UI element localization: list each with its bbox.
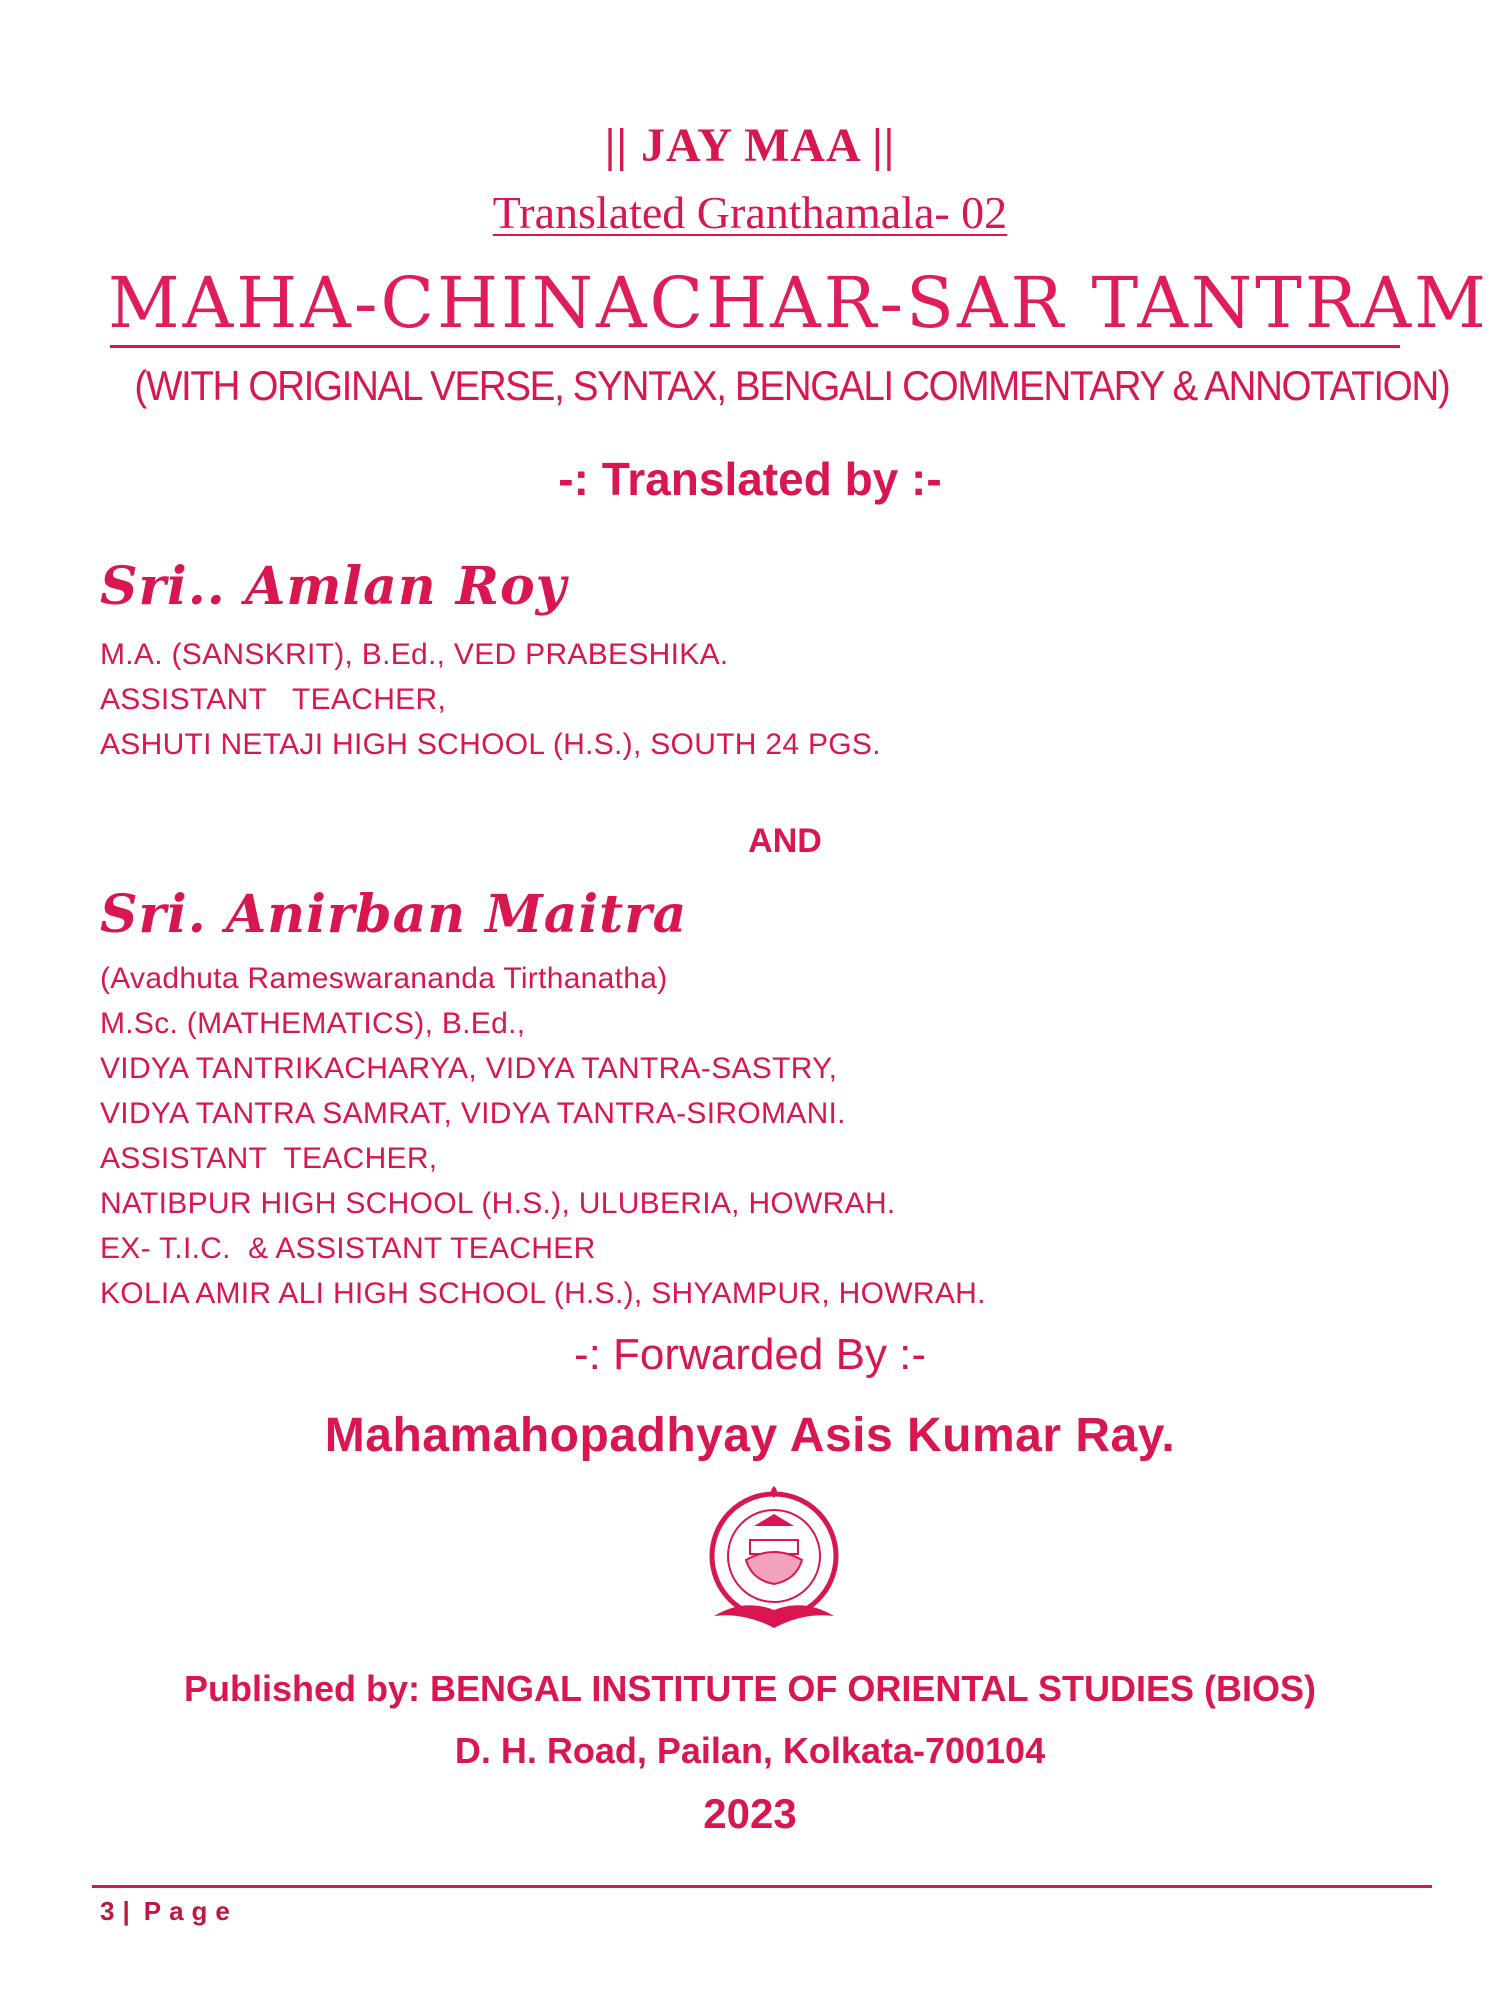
- credential-line: EX- T.I.C. & ASSISTANT TEACHER: [100, 1232, 596, 1265]
- credential-line: M.A. (SANSKRIT), B.Ed., VED PRABESHIKA.: [100, 638, 729, 671]
- translator-1-credentials: [100, 632, 881, 767]
- book-title: MAHA-CHINACHAR-SAR TANTRAM: [108, 262, 1489, 344]
- footer-rule: [92, 1885, 1432, 1888]
- translator-2-credentials: [100, 956, 986, 1316]
- credential-line: ASHUTI NETAJI HIGH SCHOOL (H.S.), SOUTH 24 PGS.: [100, 728, 881, 761]
- translator-2-name: Sri. Anirban Maitra: [100, 884, 688, 945]
- credential-line: VIDYA TANTRIKACHARYA, VIDYA TANTRA-SASTRY,: [100, 1052, 838, 1085]
- forwarded-by-label: -: Forwarded By :-: [573, 1330, 927, 1379]
- publisher-address: D. H. Road, Pailan, Kolkata-700104: [454, 1730, 1046, 1771]
- series-label: Translated Granthamala- 02: [492, 187, 1008, 238]
- publisher-line: Published by: BENGAL INSTITUTE OF ORIENTAL STUDIES (BIOS): [183, 1668, 1317, 1709]
- page-number: 3: [100, 1896, 115, 1926]
- page-footer: [100, 1896, 238, 1927]
- forwarder-name: Mahamahopadhyay Asis Kumar Ray.: [324, 1409, 1176, 1462]
- credential-line: ASSISTANT TEACHER,: [100, 1142, 438, 1175]
- book-subtitle: (WITH ORIGINAL VERSE, SYNTAX, BENGALI COMMENTARY & ANNOTATION): [134, 362, 1450, 409]
- publisher-seal-icon: [694, 1478, 854, 1648]
- translated-by-label: -: Translated by :-: [558, 453, 942, 505]
- credential-line: (Avadhuta Rameswarananda Tirthanatha): [100, 962, 668, 995]
- credential-line: KOLIA AMIR ALI HIGH SCHOOL (H.S.), SHYAMPUR, HOWRAH.: [100, 1277, 986, 1310]
- footer-separator: |: [122, 1896, 130, 1926]
- invocation-heading: || JAY MAA ||: [604, 119, 896, 172]
- publication-year: 2023: [703, 1790, 797, 1837]
- title-underline: [110, 345, 1400, 348]
- credential-line: M.Sc. (MATHEMATICS), B.Ed.,: [100, 1007, 526, 1040]
- credential-line: NATIBPUR HIGH SCHOOL (H.S.), ULUBERIA, HOWRAH.: [100, 1187, 896, 1220]
- page-label: Page: [143, 1896, 238, 1926]
- translator-1-name: Sri.. Amlan Roy: [100, 556, 567, 617]
- and-separator: AND: [748, 822, 822, 860]
- credential-line: VIDYA TANTRA SAMRAT, VIDYA TANTRA-SIROMANI.: [100, 1097, 846, 1130]
- credential-line: ASSISTANT TEACHER,: [100, 683, 447, 716]
